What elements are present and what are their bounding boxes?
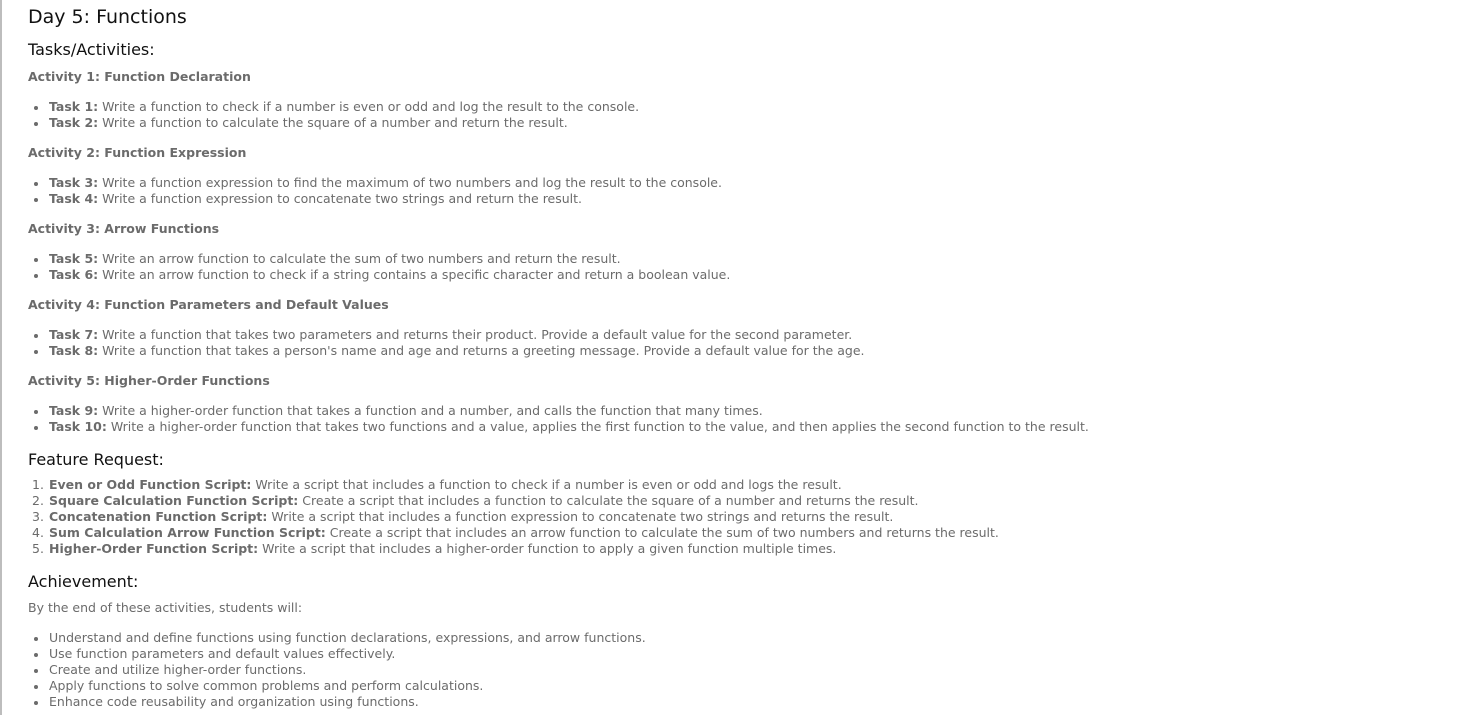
activity-1-heading: Activity 1: Function Declaration: [28, 69, 251, 84]
feature-text: Create a script that includes an arrow function to calculate the sum of two numbers and returns the result.: [325, 525, 999, 540]
task-item: [28, 99, 639, 115]
task-text: Write an arrow function to calculate the sum of two numbers and return the result.: [98, 251, 621, 266]
feature-item: [28, 509, 999, 525]
feature-request-heading: Feature Request:: [28, 450, 164, 469]
feature-label: Square Calculation Function Script:: [49, 493, 299, 508]
list-number: 4.: [32, 525, 44, 540]
activity-2-task-list: [28, 175, 722, 207]
task-label: Task 6:: [49, 267, 99, 282]
feature-item: [28, 525, 999, 541]
task-text: Write a function that takes a person's name and age and returns a greeting message. Provide a default value for the age.: [98, 343, 865, 358]
task-text: Write a function that takes two parameters and returns their product. Provide a default value for the second parameter.: [98, 327, 853, 342]
task-label: Task 8:: [49, 343, 99, 358]
list-number: 3.: [32, 509, 44, 524]
achievement-item: Create and utilize higher-order functions.: [28, 662, 646, 678]
feature-label: Even or Odd Function Script:: [49, 477, 252, 492]
achievement-heading: Achievement:: [28, 572, 139, 591]
list-number: 1.: [32, 477, 44, 492]
task-label: Task 7:: [49, 327, 99, 342]
activity-3-task-list: [28, 251, 730, 283]
feature-item: [28, 477, 999, 493]
tasks-heading: Tasks/Activities:: [28, 40, 155, 59]
task-text: Write a function expression to concatenate two strings and return the result.: [98, 191, 583, 206]
feature-request-list: [28, 477, 999, 557]
feature-text: Write a script that includes a function expression to concatenate two strings and returns the result.: [267, 509, 894, 524]
feature-label: Sum Calculation Arrow Function Script:: [49, 525, 326, 540]
achievement-list: [28, 630, 646, 710]
task-label: Task 1:: [49, 99, 99, 114]
task-label: Task 4:: [49, 191, 99, 206]
task-item: [28, 419, 1089, 435]
task-item: [28, 403, 1089, 419]
task-label: Task 3:: [49, 175, 99, 190]
achievement-item: Apply functions to solve common problems and perform calculations.: [28, 678, 646, 694]
activity-5-heading: Activity 5: Higher-Order Functions: [28, 373, 270, 388]
feature-label: Concatenation Function Script:: [49, 509, 268, 524]
page-title: Day 5: Functions: [28, 6, 187, 28]
task-label: Task 5:: [49, 251, 99, 266]
task-label: Task 2:: [49, 115, 99, 130]
feature-item: [28, 541, 999, 557]
activity-1-task-list: [28, 99, 639, 131]
feature-label: Higher-Order Function Script:: [49, 541, 259, 556]
task-item: [28, 251, 730, 267]
feature-text: Create a script that includes a function to calculate the square of a number and returns the result.: [298, 493, 919, 508]
task-item: [28, 267, 730, 283]
feature-item: [28, 493, 999, 509]
task-item: [28, 343, 864, 359]
task-text: Write a function to calculate the square of a number and return the result.: [98, 115, 568, 130]
task-text: Write a function to check if a number is even or odd and log the result to the console.: [98, 99, 640, 114]
task-label: Task 10:: [49, 419, 107, 434]
task-item: [28, 175, 722, 191]
left-border: [0, 0, 2, 715]
list-number: 2.: [32, 493, 44, 508]
task-text: Write an arrow function to check if a string contains a specific character and return a boolean value.: [98, 267, 731, 282]
achievement-item: Enhance code reusability and organization using functions.: [28, 694, 646, 710]
activity-5-task-list: [28, 403, 1089, 435]
task-text: Write a higher-order function that takes two functions and a value, applies the first function to the value, and then applies the second function to the result.: [106, 419, 1089, 434]
achievement-item: Use function parameters and default values effectively.: [28, 646, 646, 662]
activity-2-heading: Activity 2: Function Expression: [28, 145, 247, 160]
feature-text: Write a script that includes a higher-order function to apply a given function multiple times.: [258, 541, 837, 556]
task-text: Write a function expression to find the maximum of two numbers and log the result to the console.: [98, 175, 722, 190]
task-text: Write a higher-order function that takes a function and a number, and calls the function that many times.: [98, 403, 763, 418]
feature-text: Write a script that includes a function to check if a number is even or odd and logs the result.: [251, 477, 842, 492]
task-label: Task 9:: [49, 403, 99, 418]
list-number: 5.: [32, 541, 44, 556]
activity-3-heading: Activity 3: Arrow Functions: [28, 221, 220, 236]
activity-4-heading: Activity 4: Function Parameters and Default Values: [28, 297, 389, 312]
task-item: [28, 327, 864, 343]
achievement-item: Understand and define functions using function declarations, expressions, and arrow functions.: [28, 630, 646, 646]
task-item: [28, 115, 639, 131]
activity-4-task-list: [28, 327, 864, 359]
achievement-intro: By the end of these activities, students will:: [28, 600, 303, 615]
task-item: [28, 191, 722, 207]
